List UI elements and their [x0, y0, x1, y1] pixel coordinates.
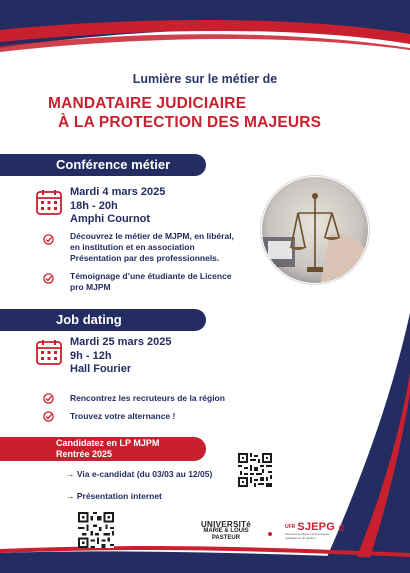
title-line-2: À LA PROTECTION DES MAJEURS — [58, 114, 322, 131]
apply-banner — [0, 437, 206, 461]
calendar-icon — [36, 189, 62, 215]
bullet-line: pro MJPM — [70, 282, 111, 292]
event-title — [48, 94, 321, 132]
conference-bullet-2 — [70, 271, 232, 293]
presentation-link[interactable]: → Présentation internet — [66, 491, 162, 501]
check-icon — [43, 234, 54, 245]
conference-datetime — [70, 186, 165, 227]
bank-icon — [338, 523, 345, 532]
job-bullet-1: Rencontrez les recruteurs de la région — [70, 393, 225, 403]
qr-code-ecandidat[interactable] — [238, 453, 272, 487]
university-name-line2: MARIE & LOUIS — [203, 528, 249, 534]
university-logo — [196, 521, 256, 542]
logo-dot — [268, 532, 272, 536]
university-name: UNIVERSITé — [200, 520, 252, 529]
ecandidat-link[interactable]: → Via e-candidat (du 03/03 au 12/05) — [66, 469, 213, 479]
conference-heading: Conférence métier — [0, 154, 206, 176]
conference-date: Mardi 4 mars 2025 — [70, 186, 166, 198]
event-subtitle: Lumière sur le métier de — [132, 72, 278, 86]
top-swoosh — [0, 0, 410, 62]
conference-bullet-1 — [70, 231, 234, 264]
university-name-line3: PASTEUR — [211, 535, 241, 541]
conference-time: 18h - 20h — [70, 199, 118, 212]
conference-place: Amphi Cournot — [70, 213, 151, 225]
bullet-line: en institution et en association — [70, 242, 195, 252]
check-icon — [43, 273, 54, 284]
check-icon — [43, 393, 54, 404]
department-ufr: UFR — [285, 524, 296, 530]
check-icon — [43, 411, 54, 422]
job-bullet-2: Trouvez votre alternance ! — [70, 411, 176, 421]
job-date: Mardi 25 mars 2025 — [70, 336, 172, 348]
job-dating-heading: Job dating — [0, 309, 206, 331]
apply-line-2: Rentrée 2025 — [56, 449, 113, 459]
justice-scales-photo — [260, 175, 370, 285]
department-logo — [285, 521, 345, 540]
department-caption: Sciences juridiques économiques politiques et de gestion — [285, 532, 330, 540]
bullet-line: Découvrez le métier de MJPM, en libéral, — [70, 231, 234, 241]
job-place: Hall Fourier — [70, 363, 132, 375]
job-datetime — [70, 336, 172, 377]
calendar-icon — [36, 339, 62, 365]
qr-code-presentation[interactable] — [78, 512, 114, 548]
bullet-line: Témoignage d’une étudiante de Licence — [70, 271, 232, 281]
bullet-line: Présentation par des professionnels. — [70, 253, 220, 263]
job-time: 9h - 12h — [70, 349, 112, 362]
department-name: SJEPG — [297, 521, 335, 533]
title-line-1: MANDATAIRE JUDICIAIRE — [48, 95, 247, 112]
apply-line-1: Candidatez en LP MJPM — [56, 438, 160, 448]
